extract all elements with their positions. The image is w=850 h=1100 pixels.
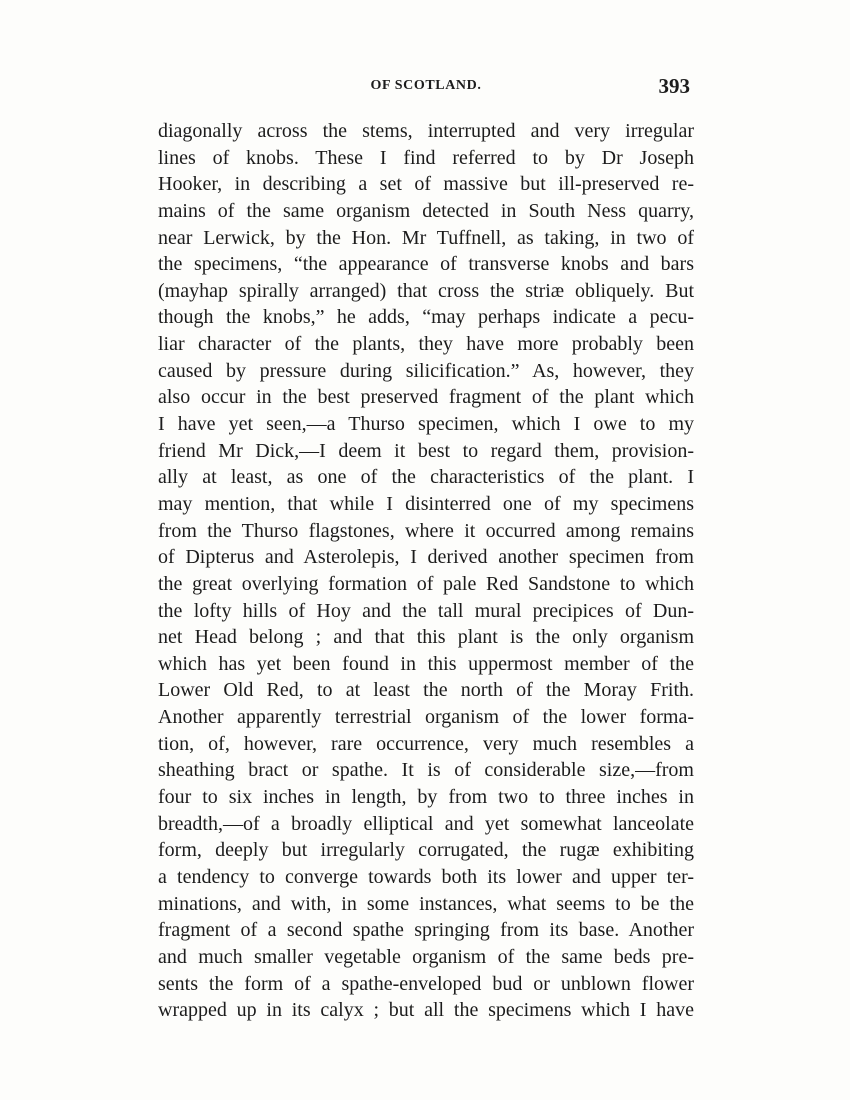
- text-line: may mention, that while I disinterred one of my specimens: [158, 492, 694, 515]
- text-line: sents the form of a spathe-enveloped bud or unblown flower: [158, 972, 694, 995]
- text-line: four to six inches in length, by from two to three inches in: [158, 786, 694, 809]
- text-line: minations, and with, in some instances, what seems to be the: [158, 892, 694, 915]
- text-line: the specimens, “the appearance of transverse knobs and bars: [158, 253, 694, 276]
- text-line: of Dipterus and Asterolepis, I derived another specimen from: [158, 546, 694, 569]
- page-number: 393: [658, 74, 690, 98]
- text-line: fragment of a second spathe springing from its base. Another: [158, 919, 694, 942]
- text-line: liar character of the plants, they have more probably been: [158, 333, 694, 356]
- running-title: OF SCOTLAND.: [370, 78, 482, 93]
- text-line: near Lerwick, by the Hon. Mr Tuffnell, as taking, in two of: [158, 226, 694, 249]
- text-line: also occur in the best preserved fragment of the plant which: [158, 386, 694, 409]
- text-line: diagonally across the stems, interrupted and very irregular: [158, 120, 694, 142]
- text-line: ally at least, as one of the characteristics of the plant. I: [158, 466, 694, 489]
- text-line: the great overlying formation of pale Red Sandstone to which: [158, 572, 694, 595]
- text-line: lines of knobs. These I find referred to by Dr Joseph: [158, 146, 694, 169]
- text-line: breadth,—of a broadly elliptical and yet somewhat lanceolate: [158, 812, 694, 835]
- body-text: [158, 118, 694, 1024]
- text-line: which has yet been found in this uppermost member of the: [158, 652, 694, 675]
- text-line: sheathing bract or spathe. It is of considerable size,—from: [158, 759, 694, 782]
- text-line: a tendency to converge towards both its lower and upper ter-: [158, 865, 694, 888]
- text-line: friend Mr Dick,—I deem it best to regard them, provision-: [158, 439, 694, 462]
- text-line: the lofty hills of Hoy and the tall mural precipices of Dun-: [158, 599, 694, 622]
- text-line: Lower Old Red, to at least the north of the Moray Frith.: [158, 679, 694, 702]
- text-line: form, deeply but irregularly corrugated, the rugæ exhibiting: [158, 839, 694, 862]
- text-line: net Head belong ; and that this plant is the only organism: [158, 626, 694, 649]
- text-line: though the knobs,” he adds, “may perhaps indicate a pecu-: [158, 306, 694, 329]
- text-line: I have yet seen,—a Thurso specimen, which I owe to my: [158, 413, 694, 436]
- text-line: caused by pressure during silicification.” As, however, they: [158, 359, 694, 382]
- text-line: tion, of, however, rare occurrence, very much resembles a: [158, 732, 694, 755]
- text-line: (mayhap spirally arranged) that cross the striæ obliquely. But: [158, 279, 694, 302]
- text-line: Another apparently terrestrial organism of the lower forma-: [158, 706, 694, 729]
- text-line: mains of the same organism detected in South Ness quarry,: [158, 199, 694, 222]
- text-line: and much smaller vegetable organism of the same beds pre-: [158, 945, 694, 968]
- running-head: [158, 74, 694, 102]
- text-line: from the Thurso flagstones, where it occurred among remains: [158, 519, 694, 542]
- text-line: wrapped up in its calyx ; but all the specimens which I have: [158, 999, 694, 1022]
- text-line: Hooker, in describing a set of massive but ill-preserved re-: [158, 173, 694, 196]
